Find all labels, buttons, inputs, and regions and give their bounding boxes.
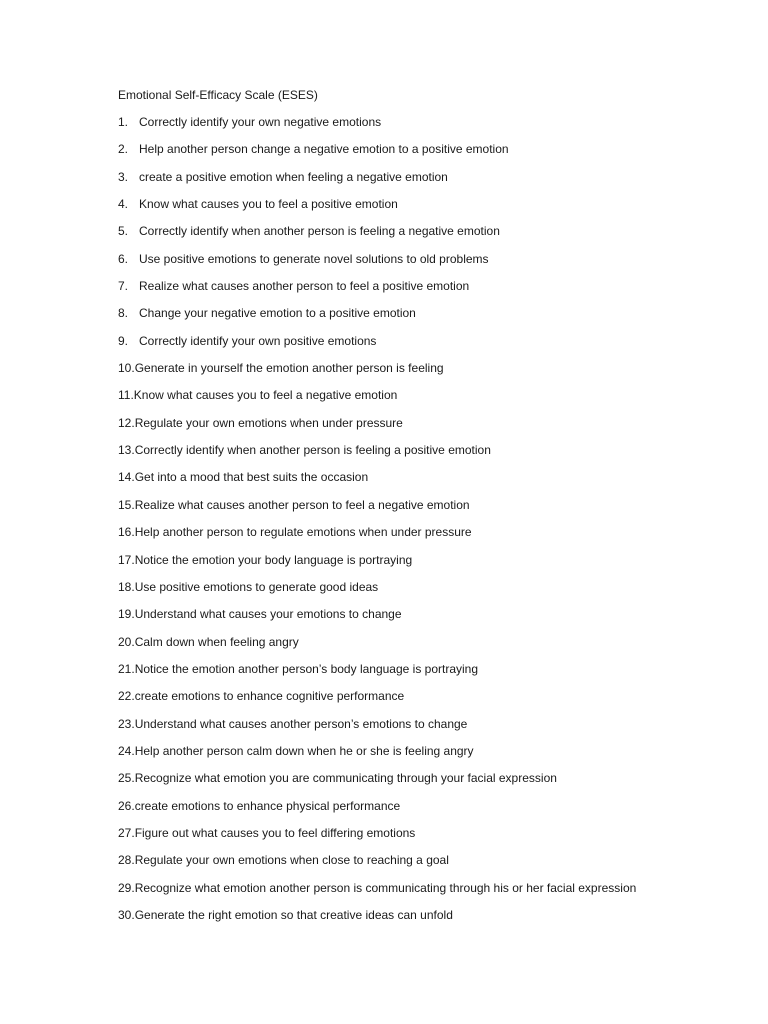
item-number: 3. [118, 169, 129, 184]
item-text: create emotions to enhance physical performance [134, 798, 401, 813]
item-text: Use positive emotions to generate novel solutions to old problems [139, 251, 489, 266]
list-item [118, 251, 758, 278]
item-number: 28. [118, 853, 135, 868]
list-item [118, 825, 758, 852]
list-item [118, 305, 758, 332]
list-item [118, 852, 758, 879]
item-number: 8. [118, 306, 129, 321]
item-number: 17. [118, 552, 135, 567]
item-text: Figure out what causes you to feel differing emotions [134, 825, 416, 840]
item-text: create emotions to enhance cognitive performance [134, 689, 405, 704]
list-item [118, 333, 758, 360]
list-item [118, 880, 758, 907]
list-item [118, 114, 758, 141]
item-number: 18. [118, 579, 135, 594]
item-text: Correctly identify your own negative emotions [139, 115, 382, 129]
item-text: Realize what causes another person to feel a positive emotion [139, 279, 470, 294]
item-text: Use positive emotions to generate good ideas [134, 579, 379, 594]
item-text: Recognize what emotion you are communicating through your facial expression [134, 771, 557, 786]
list-item [118, 798, 758, 825]
item-text: Correctly identify your own positive emotions [139, 333, 377, 348]
list-item [118, 360, 758, 387]
item-text: Know what causes you to feel a negative emotion [133, 388, 398, 403]
item-number: 29. [118, 880, 135, 895]
item-number: 11. [118, 388, 134, 403]
item-text: Help another person calm down when he or she is feeling angry [134, 743, 474, 758]
item-text: Regulate your own emotions when under pressure [134, 415, 403, 430]
item-number: 24. [118, 743, 135, 758]
list-item [118, 716, 758, 743]
item-text: Calm down when feeling angry [134, 634, 299, 649]
list-item [118, 141, 758, 168]
item-number: 20. [118, 634, 135, 649]
item-number: 13. [118, 443, 135, 458]
scale-item-list [118, 114, 758, 934]
item-text: create a positive emotion when feeling a negative emotion [139, 169, 448, 184]
item-text: Help another person to regulate emotions when under pressure [134, 525, 472, 540]
list-item [118, 387, 758, 414]
item-number: 21. [118, 661, 135, 676]
item-number: 15. [118, 497, 135, 512]
item-number: 5. [118, 224, 129, 239]
item-text: Regulate your own emotions when close to reaching a goal [134, 853, 449, 868]
item-number: 1. [118, 115, 129, 129]
item-number: 6. [118, 251, 129, 266]
list-item [118, 497, 758, 524]
item-text: Change your negative emotion to a positive emotion [139, 306, 416, 321]
item-text: Understand what causes another person’s emotions to change [134, 716, 468, 731]
list-item [118, 688, 758, 715]
list-item [118, 196, 758, 223]
item-text: Generate in yourself the emotion another person is feeling [134, 361, 444, 376]
item-number: 19. [118, 607, 135, 622]
item-number: 26. [118, 798, 135, 813]
list-item [118, 661, 758, 688]
item-text: Recognize what emotion another person is communicating through his or her facial expression [134, 880, 637, 895]
item-number: 14. [118, 470, 135, 485]
list-item [118, 552, 758, 579]
item-text: Get into a mood that best suits the occasion [134, 470, 369, 485]
item-number: 22. [118, 689, 135, 704]
item-number: 30. [118, 907, 135, 922]
item-number: 4. [118, 197, 129, 212]
list-item [118, 634, 758, 661]
item-number: 16. [118, 525, 135, 540]
item-number: 2. [118, 142, 129, 157]
item-text: Understand what causes your emotions to change [134, 607, 402, 622]
item-number: 10. [118, 361, 135, 376]
item-number: 7. [118, 279, 129, 294]
list-item [118, 169, 758, 196]
list-item [118, 606, 758, 633]
document-title: Emotional Self-Efficacy Scale (ESES) [118, 88, 318, 102]
item-text: Know what causes you to feel a positive emotion [139, 197, 398, 212]
list-item [118, 907, 758, 934]
item-text: Realize what causes another person to feel a negative emotion [134, 497, 470, 512]
list-item [118, 415, 758, 442]
list-item [118, 743, 758, 770]
list-item [118, 524, 758, 551]
item-text: Correctly identify when another person is feeling a negative emotion [139, 224, 500, 239]
list-item [118, 223, 758, 250]
list-item [118, 770, 758, 797]
item-text: Generate the right emotion so that creative ideas can unfold [134, 907, 453, 922]
list-item [118, 442, 758, 469]
list-item [118, 278, 758, 305]
item-text: Notice the emotion another person’s body language is portraying [134, 661, 479, 676]
item-text: Notice the emotion your body language is portraying [134, 552, 413, 567]
item-text: Correctly identify when another person is feeling a positive emotion [134, 443, 491, 458]
list-item [118, 469, 758, 496]
item-number: 27. [118, 825, 135, 840]
item-text: Help another person change a negative emotion to a positive emotion [139, 142, 509, 157]
item-number: 9. [118, 333, 129, 348]
item-number: 12. [118, 415, 135, 430]
item-number: 25. [118, 771, 135, 786]
list-item [118, 579, 758, 606]
item-number: 23. [118, 716, 135, 731]
